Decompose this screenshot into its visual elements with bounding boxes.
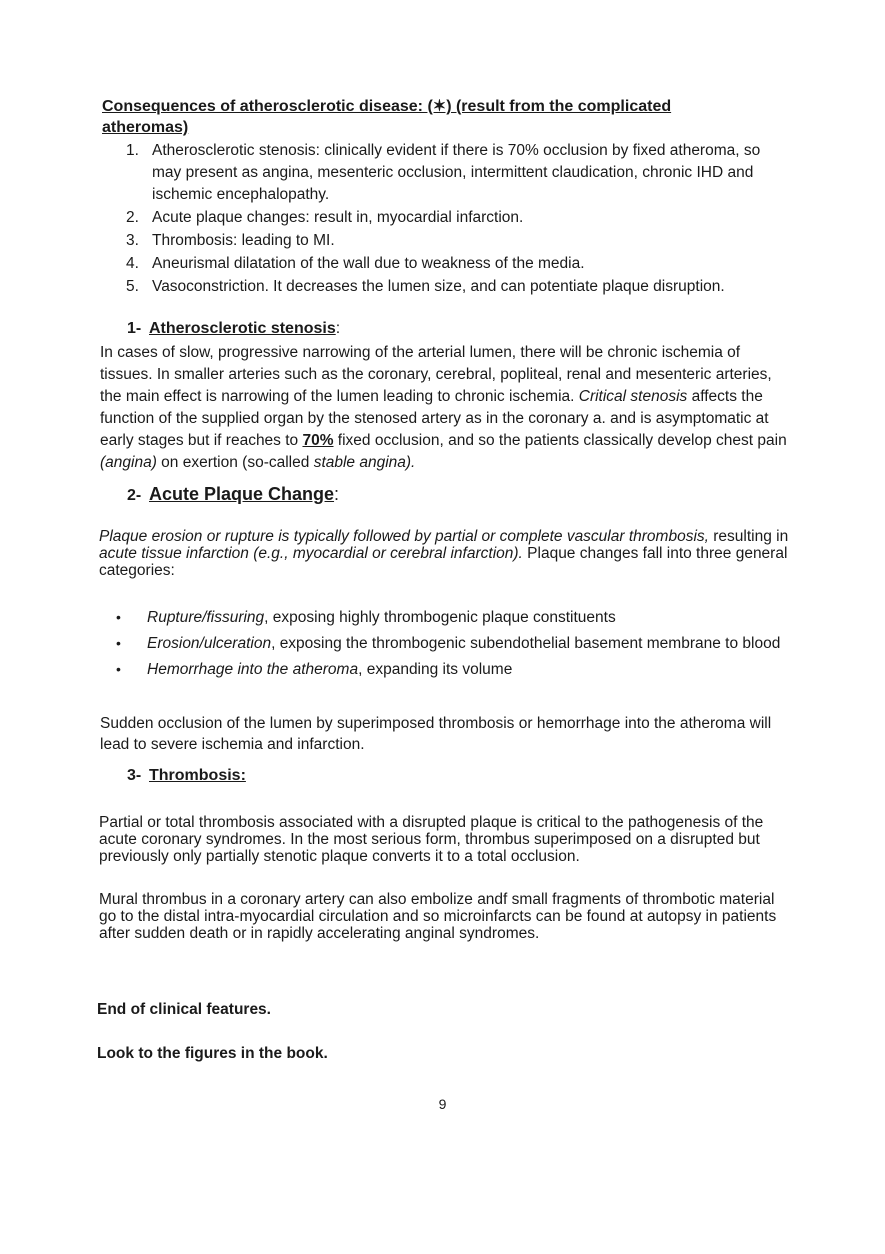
item-text: Acute plaque changes: result in, myocardial infarction. xyxy=(152,209,524,226)
section1-text-c: fixed occlusion, and so the patients classically develop chest pain xyxy=(333,432,787,449)
section1-stable-angina: stable angina). xyxy=(313,454,416,471)
item-text: Vasoconstriction. It decreases the lumen size, and can potentiate plaque disruption. xyxy=(152,278,725,295)
section2-intro-italic-2: acute tissue infarction (e.g., myocardial or cerebral infarction). xyxy=(99,545,523,562)
item-number: 1. xyxy=(126,142,139,159)
section1-heading xyxy=(127,320,340,338)
bullet-icon: • xyxy=(116,609,121,625)
section2-heading xyxy=(127,484,339,505)
bullet-text: , exposing the thrombogenic subendothelial basement membrane to blood xyxy=(271,635,781,652)
item-number: 5. xyxy=(126,278,139,295)
bullet-icon: • xyxy=(116,635,121,651)
bullet-text: , exposing highly thrombogenic plaque constituents xyxy=(264,609,616,626)
figures-note: Look to the figures in the book. xyxy=(97,1045,328,1062)
section1-index: 1- xyxy=(127,320,142,337)
section2-intro-text-b: Plaque changes fall into three general categories: xyxy=(99,545,788,579)
section1-text-b: affects the function of the supplied organ by the stenosed artery as in the coronary a. and is asymptomatic at early stages but if reaches to xyxy=(100,388,769,449)
section1-70-percent: 70% xyxy=(302,432,334,449)
item-text: Atherosclerotic stenosis: clinically evident if there is 70% occlusion by fixed atheroma, so may present as angina, mesenteric occlusion, intermittent claudication, chronic IHD and ischemic encephalopathy. xyxy=(152,142,761,203)
section1-colon: : xyxy=(335,320,341,337)
bullet-term: Erosion/ulceration xyxy=(147,635,272,652)
section3-paragraph-1: Partial or total thrombosis associated with a disrupted plaque is critical to the pathogenesis of the acute coronary syndromes. In the most serious form, thrombus superimposed on a disrupted but previously only partially stenotic plaque converts it to a total occlusion. xyxy=(99,814,764,865)
item-number: 2. xyxy=(126,209,139,226)
section3-title: Thrombosis: xyxy=(149,767,246,784)
bullet-icon: • xyxy=(116,661,121,677)
section2-title: Acute Plaque Change xyxy=(149,484,335,504)
list-item xyxy=(126,276,791,298)
list-item xyxy=(116,609,781,626)
plaque-change-list xyxy=(116,609,781,687)
section3-heading xyxy=(127,767,246,785)
heading-text: Consequences of atherosclerotic disease: xyxy=(102,98,428,115)
consequences-heading xyxy=(102,96,742,138)
item-number: 3. xyxy=(126,232,139,249)
section1-critical-stenosis: Critical stenosis xyxy=(578,388,688,405)
section2-colon: : xyxy=(334,484,340,504)
heading-text-continued: (result from the complicated atheromas) xyxy=(102,98,672,136)
section2-intro-italic: Plaque erosion or rupture is typically followed by partial or complete vascular thrombosis, xyxy=(99,528,709,545)
item-text: Thrombosis: leading to MI. xyxy=(152,232,335,249)
section3-index: 3- xyxy=(127,767,142,784)
consequences-list xyxy=(126,140,791,299)
section1-text-a: In cases of slow, progressive narrowing of the arterial lumen, there will be chronic ischemia of tissues. In smaller arteries such as the coronary, cerebral, popliteal, renal and mesenteric arteries, the main effect is narrowing of the lumen leading to chronic ischemia. xyxy=(100,344,772,405)
list-item xyxy=(116,661,781,678)
section2-intro-text-a: resulting in xyxy=(708,528,789,545)
list-item xyxy=(126,140,791,206)
section2-intro xyxy=(99,528,789,579)
end-note: End of clinical features. xyxy=(97,1001,271,1018)
item-text: Aneurismal dilatation of the wall due to weakness of the media. xyxy=(152,255,585,272)
section1-title: Atherosclerotic stenosis xyxy=(149,320,336,337)
list-item xyxy=(126,253,791,275)
section1-text-d: on exertion (so-called xyxy=(156,454,314,471)
list-item xyxy=(126,230,791,252)
star-mark-icon: (✶) xyxy=(427,98,452,115)
list-item xyxy=(116,635,781,652)
bullet-term: Rupture/fissuring xyxy=(147,609,265,626)
list-item xyxy=(126,207,791,229)
page-number: 9 xyxy=(438,1096,447,1112)
section1-paragraph xyxy=(100,342,790,474)
item-number: 4. xyxy=(126,255,139,272)
section2-index: 2- xyxy=(127,487,142,504)
bullet-term: Hemorrhage into the atheroma xyxy=(147,661,359,678)
section3-paragraph-2: Mural thrombus in a coronary artery can also embolize andf small fragments of thrombotic material go to the distal intra-myocardial circulation and so microinfarcts can be found at autopsy in patients after sudden death or in rapidly accelerating anginal syndromes. xyxy=(99,891,777,942)
bullet-text: , expanding its volume xyxy=(358,661,513,678)
section1-angina: (angina) xyxy=(100,454,157,471)
section2-outro: Sudden occlusion of the lumen by superimposed thrombosis or hemorrhage into the atheroma will lead to severe ischemia and infarction. xyxy=(100,715,772,753)
